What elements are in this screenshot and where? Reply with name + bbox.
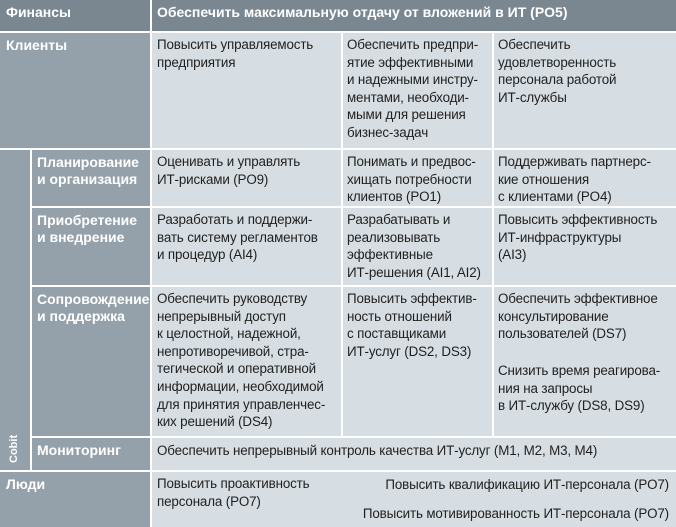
monitoring-label: Мониторинг — [37, 442, 121, 458]
clients-goal-2: Обеспечить предпри- ятие эффективными и надежными инстру- ментами, необходи- мыми для решения бизнес-задач — [347, 37, 479, 140]
clients-goal-3: Обеспечить удовлетворенность персонала работой ИТ-службы — [498, 37, 617, 105]
header-cell-left — [0, 0, 150, 31]
support-cell-3 — [494, 287, 676, 436]
people-goal-3: Повысить мотивированность ИТ-персонала (PO7) — [362, 506, 669, 521]
monitoring-cell — [152, 438, 676, 470]
planning-cell-3 — [494, 150, 676, 206]
support-goal-3a: Обеспечить эффективное консультирование пользователей (DS7) — [498, 291, 658, 342]
people-goal-1: Повысить проактивность персонала (PO7) — [157, 476, 310, 509]
acquisition-cell-1 — [152, 208, 341, 285]
support-cell-2 — [343, 287, 492, 436]
support-goal-1: Обеспечить руководству непрерывный доступ к целостной, надежной, непротиворечивой, стра- тегической и оперативной информации, необходимой для принятия управленчес- ких решений (DS4) — [157, 291, 326, 430]
acquisition-cell-3 — [494, 208, 676, 285]
header-goal-title: Обеспечить максимальную отдачу от вложений в ИТ (PO5) — [157, 4, 568, 20]
monitoring-label-cell — [32, 438, 150, 470]
clients-cell-3 — [494, 33, 676, 148]
acquisition-label-cell — [32, 208, 150, 285]
support-goal-2: Повысить эффектив- ность отношений с поставщиками ИТ-услуг (DS2, DS3) — [347, 291, 477, 359]
clients-cell-1 — [152, 33, 341, 148]
header-cell-right — [152, 0, 676, 31]
support-label: Сопровождение и поддержка — [37, 291, 150, 324]
planning-cell-1 — [152, 150, 341, 206]
clients-cell-2 — [343, 33, 492, 148]
clients-goal-1: Повысить управляемость предприятия — [157, 37, 314, 70]
acquisition-goal-1: Разработать и поддержи- вать систему регламентов и процедур (AI4) — [157, 212, 318, 263]
clients-label-cell — [0, 33, 150, 148]
acquisition-cell-2 — [343, 208, 492, 285]
acquisition-label: Приобретение и внедрение — [37, 212, 138, 245]
support-label-cell — [32, 287, 150, 436]
cobit-label: Cobit — [8, 434, 20, 463]
planning-goal-2: Понимать и предвос- хищать потребности клиентов (PO1) — [347, 154, 476, 205]
acquisition-goal-2: Разрабатывать и реализовывать эффективные ИТ-решения (AI1, AI2) — [347, 212, 481, 280]
header-finance-label: Финансы — [6, 4, 71, 20]
cobit-label-cell — [0, 150, 30, 470]
planning-label: Планирование и организация — [37, 154, 139, 187]
people-label-cell — [0, 472, 150, 527]
planning-goal-3: Поддерживать партнерс- кие отношения с клиентами (PO4) — [498, 154, 651, 205]
support-cell-1 — [152, 287, 341, 436]
monitoring-goal: Обеспечить непрерывный контроль качества ИТ-услуг (M1, M2, M3, M4) — [157, 443, 598, 458]
planning-goal-1: Оценивать и управлять ИТ-рисками (PO9) — [157, 154, 301, 187]
people-label: Люди — [6, 476, 46, 492]
clients-label: Клиенты — [6, 37, 68, 53]
acquisition-goal-3: Повысить эффективность ИТ-инфраструктуры (AI3) — [498, 212, 658, 263]
support-goal-3b: Снизить время реагирова- ния на запросы в ИТ-службу (DS8, DS9) — [498, 363, 661, 414]
people-goal-2: Повысить квалификацию ИТ-персонала (PO7) — [385, 477, 669, 492]
planning-label-cell — [32, 150, 150, 206]
people-cell — [152, 472, 676, 527]
planning-cell-2 — [343, 150, 492, 206]
